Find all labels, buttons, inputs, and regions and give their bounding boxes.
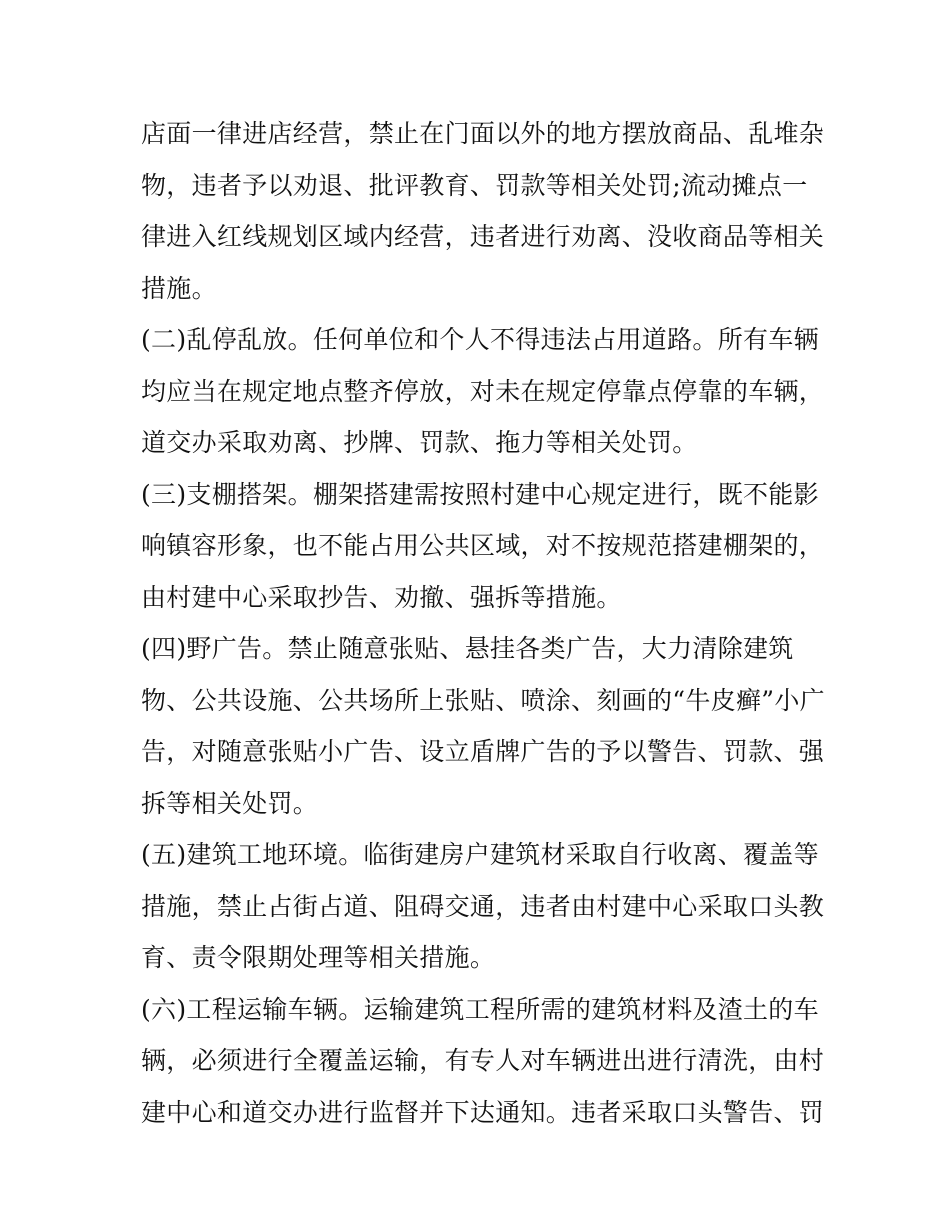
text-line: (六)工程运输车辆。运输建筑工程所需的建筑材料及渣土的车 (141, 994, 819, 1024)
text-line: 由村建中心采取抄告、劝撤、强拆等措施。 (141, 582, 622, 612)
text-line: 措施。 (141, 273, 217, 303)
text-line: 拆等相关处罚。 (141, 788, 319, 818)
text-line: 物，违者予以劝退、批评教育、罚款等相关处罚;流动摊点一 (141, 170, 808, 200)
text-line: 道交办采取劝离、抄牌、罚款、拖力等相关处罚。 (141, 428, 698, 457)
text-line: 建中心和道交办进行监督并下达通知。违者采取口头警告、罚 (141, 1097, 825, 1127)
text-line: 响镇容形象，也不能占用公共区域，对不按规范搭建棚架的， (141, 531, 825, 560)
text-line: (二)乱停乱放。任何单位和个人不得违法占用道路。所有车辆 (141, 325, 819, 354)
text-line: 辆，必须进行全覆盖运输，有专人对车辆进出进行清洗，由村 (141, 1046, 825, 1075)
text-line: 育、责令限期处理等相关措施。 (141, 943, 496, 972)
text-line: 告，对随意张贴小广告、设立盾牌广告的予以警告、罚款、强 (141, 737, 825, 766)
text-line: 措施，禁止占街占道、阻碍交通，违者由村建中心采取口头教 (141, 891, 825, 921)
text-line: 律进入红线规划区域内经营，违者进行劝离、没收商品等相关 (141, 222, 825, 251)
text-line: 店面一律进店经营，禁止在门面以外的地方摆放商品、乱堆杂 (141, 119, 825, 148)
document-body (141, 108, 825, 1138)
text-line: (三)支棚搭架。棚架搭建需按照村建中心规定进行，既不能影 (141, 479, 819, 509)
text-line: 物、公共设施、公共场所上张贴、喷涂、刻画的“牛皮癣”小广 (141, 685, 825, 715)
text-line: (四)野广告。禁止随意张贴、悬挂各类广告，大力清除建筑 (141, 634, 794, 663)
text-line: 均应当在规定地点整齐停放，对未在规定停靠点停靠的车辆， (141, 376, 825, 406)
text-line: (五)建筑工地环境。临街建房户建筑材采取自行收离、覆盖等 (141, 840, 819, 869)
